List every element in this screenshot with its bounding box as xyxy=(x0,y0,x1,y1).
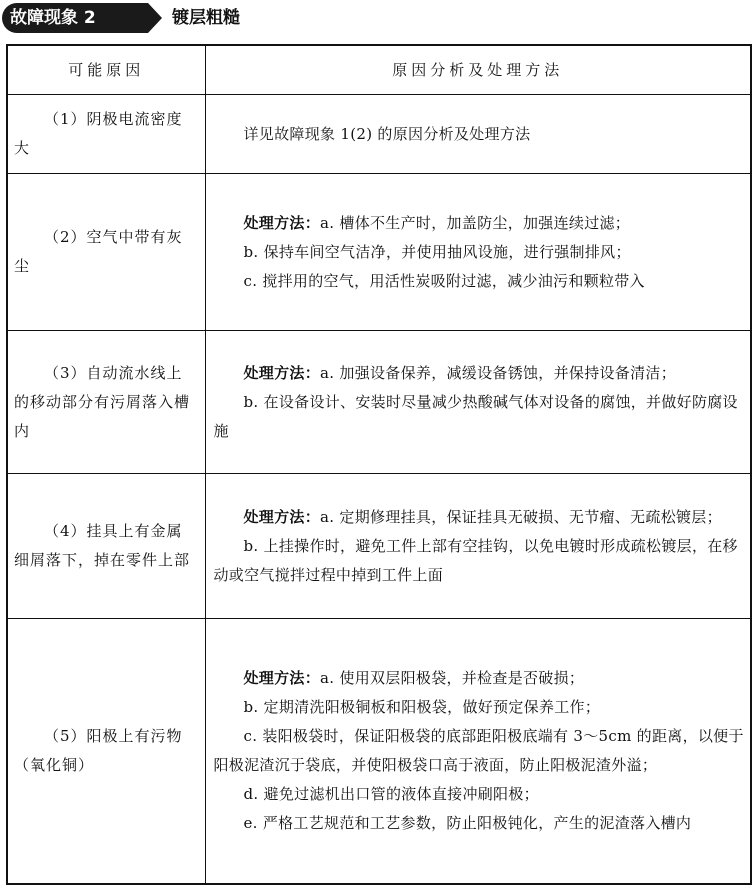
analysis-text: e. 严格工艺规范和工艺参数，防止阳极钝化，产生的泥渣落入槽内 xyxy=(243,814,692,832)
method-label: 处理方法： xyxy=(243,507,321,526)
analysis-text: c. 装阳极袋时，保证阳极袋的底部距阳极底端有 3～5cm 的距离，以便于阳极泥渣沉于袋底，并使阳极袋口高于液面，防止阳极泥渣外溢； xyxy=(213,727,744,774)
analysis-paragraph xyxy=(214,388,745,446)
cause-cell xyxy=(7,331,205,474)
analysis-paragraph xyxy=(214,238,745,267)
analysis-text: b. 上挂操作时，避免工件上部有空挂钩，以免电镀时形成疏松镀层，在移动或空气搅拌过程中掉到工件上面 xyxy=(213,536,738,584)
method-label: 处理方法： xyxy=(243,669,321,687)
analysis-paragraph xyxy=(214,693,745,722)
table-row xyxy=(7,95,751,174)
fault-tag-arrow xyxy=(148,3,162,33)
cause-text: （4）挂具上有金属细屑落下，掉在零件上部 xyxy=(14,522,191,569)
method-label: 处理方法： xyxy=(243,213,321,232)
cause-cell xyxy=(7,619,205,885)
fault-title: 镀层粗糙 xyxy=(172,8,240,28)
fault-tag: 故障现象 2 xyxy=(2,3,148,33)
analysis-cell xyxy=(205,474,751,619)
analysis-text: 详见故障现象 1(2) 的原因分析及处理方法 xyxy=(243,124,531,143)
analysis-cell xyxy=(205,619,751,885)
analysis-paragraph xyxy=(214,664,745,693)
analysis-paragraph xyxy=(214,267,745,296)
cause-cell xyxy=(7,474,205,619)
cause-text: （1）阴极电流密度大 xyxy=(14,110,183,157)
fault-table xyxy=(6,44,752,885)
table-row xyxy=(7,174,751,331)
analysis-paragraph xyxy=(214,359,745,388)
column-header-analysis: 原因分析及处理方法 xyxy=(205,45,751,95)
analysis-text: a. 槽体不生产时，加盖防尘，加强连续过滤； xyxy=(320,213,631,232)
cause-text: （3）自动流水线上的移动部分有污屑落入槽内 xyxy=(14,363,191,440)
table-row xyxy=(7,619,751,885)
analysis-cell xyxy=(205,174,751,331)
analysis-cell xyxy=(205,331,751,474)
section-header xyxy=(0,0,754,36)
cause-text: （5）阳极上有污物（氧化铜） xyxy=(14,727,183,774)
cause-text: （2）空气中带有灰尘 xyxy=(14,228,183,275)
analysis-paragraph xyxy=(214,722,745,780)
analysis-paragraph xyxy=(214,780,745,809)
column-header-cause: 可能原因 xyxy=(7,45,205,95)
analysis-text: b. 在设备设计、安装时尽量减少热酸碱气体对设备的腐蚀，并做好防腐设施 xyxy=(213,392,738,440)
method-label: 处理方法： xyxy=(243,363,321,382)
analysis-paragraph xyxy=(214,503,745,532)
analysis-paragraph xyxy=(214,120,745,149)
analysis-text: a. 加强设备保养，减缓设备锈蚀，并保持设备清洁； xyxy=(320,363,676,382)
analysis-text: a. 定期修理挂具，保证挂具无破损、无节瘤、无疏松镀层； xyxy=(320,507,722,526)
analysis-text: b. 保持车间空气洁净，并使用抽风设施，进行强制排风； xyxy=(243,242,631,261)
analysis-text: d. 避免过滤机出口管的液体直接冲刷阳极； xyxy=(243,785,539,803)
table-row xyxy=(7,474,751,619)
analysis-cell xyxy=(205,95,751,174)
analysis-text: a. 使用双层阳极袋，并检查是否破损； xyxy=(320,669,585,687)
cause-cell xyxy=(7,174,205,331)
analysis-paragraph xyxy=(214,209,745,238)
analysis-paragraph xyxy=(214,809,745,838)
cause-cell xyxy=(7,95,205,174)
analysis-text: b. 定期清洗阳极铜板和阳极袋，做好预定保养工作； xyxy=(243,698,601,716)
analysis-text: c. 搅拌用的空气，用活性炭吸附过滤，减少油污和颗粒带入 xyxy=(243,271,645,290)
analysis-paragraph xyxy=(214,532,745,590)
table-row xyxy=(7,331,751,474)
